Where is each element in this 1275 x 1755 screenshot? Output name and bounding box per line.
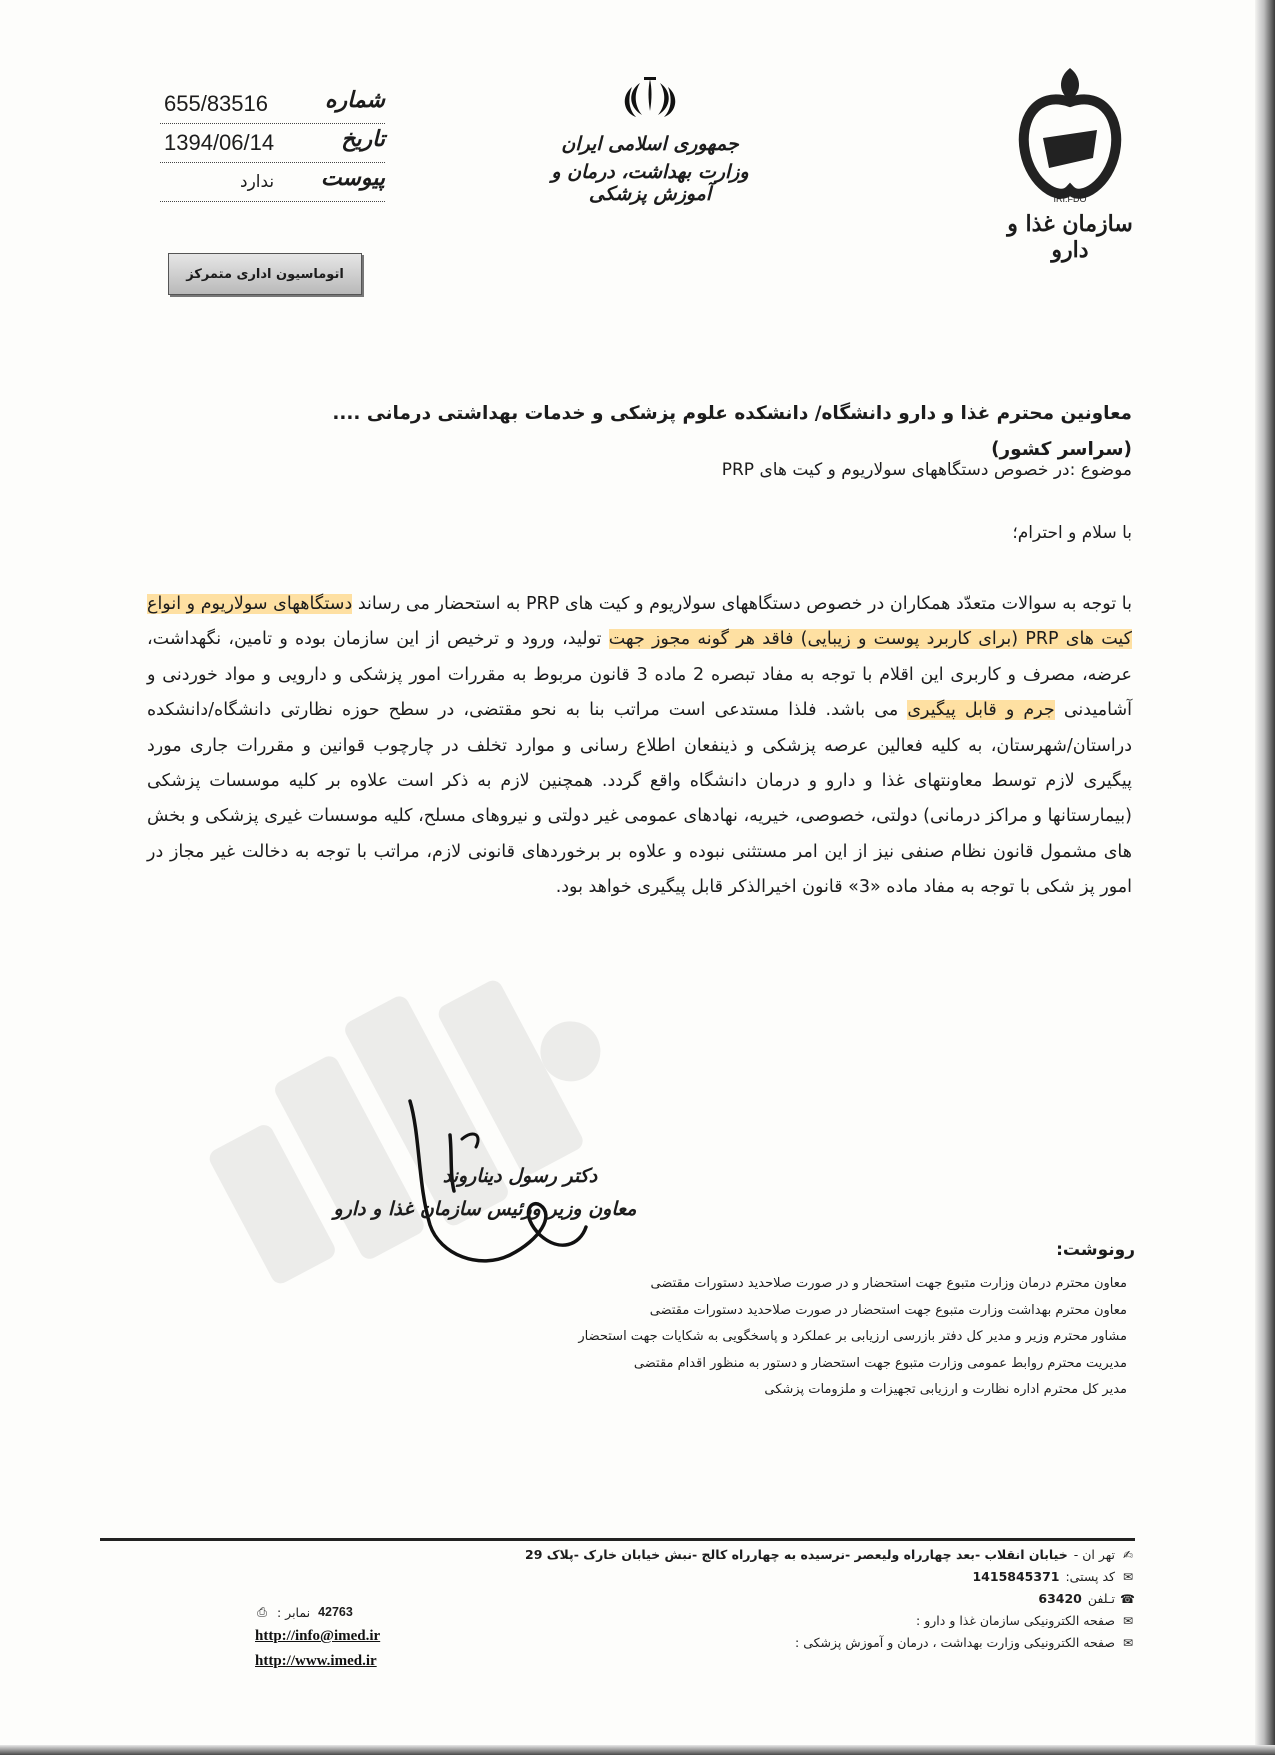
- fax-label: نمابر :: [277, 1605, 311, 1620]
- org-logo-block: [1000, 60, 1140, 263]
- ministry-web-label: صفحه الکترونیکی وزارت بهداشت ، درمان و آموزش پزشکی :: [795, 1635, 1115, 1650]
- subject-text: در خصوص دستگاههای سولاریوم و کیت های PRP: [721, 460, 1070, 480]
- signer-name: دکتر رسول دیناروند: [442, 1165, 598, 1187]
- number-row: [160, 85, 385, 124]
- attachment-row: [160, 163, 385, 202]
- number-label: شماره: [324, 87, 385, 113]
- postal-line: [435, 1566, 1135, 1588]
- emblem-icon: [622, 75, 678, 121]
- number-value: 655/83516: [164, 91, 268, 116]
- handwritten-signature: [390, 1095, 590, 1285]
- date-label: تاریخ: [341, 126, 385, 152]
- fax-icon: ⎙: [257, 1605, 267, 1619]
- fax-number: 42763: [318, 1605, 353, 1619]
- phone-label: تـلفن: [1087, 1591, 1115, 1606]
- body-part-3: می باشد. فلذا مستدعی است مراتب بنا به نحو مقتضی، در سطح حوزه نظارتی دانشگاه/دانشکده دراستان/شهرستان، به کلیه فعالین عرصه پزشکی و ذینفعان اطلاع رسانی و موارد تخلف در چارچوب قوانین و مقررات جاری مورد پیگیری لازم توسط معاونتهای غذا و دارو و درمان دانشگاه واقع گردد. همچنین لازم به ذکر است علاوه بر کلیه موسسات پزشکی (بیمارستانها و مراکز درمانی) دولتی، خصوصی، خیریه، نهادهای عمومی غیر دولتی و نیروهای مسلح، کلیه موسسات غیری پزشکی و بخش های مشمول قانون نظام صنفی نیز از این امر مستثنی نبوده و علاوه بر برخوردهای قانونی لازم، مراتب با توجه به دخالت غیر مجاز در امور پز شکی با توجه به مفاد ماده «3» قانون اخیرالذکر قابل پیگیری خواهد بود.: [147, 700, 1132, 898]
- org-caption: سازمان غذا و دارو: [1007, 211, 1133, 263]
- emblem-country: جمهوری اسلامی ایران: [561, 133, 739, 155]
- body-highlight-2: جرم و قابل پیگیری: [907, 700, 1055, 721]
- envelope-icon: ✉: [1122, 1636, 1134, 1650]
- emblem-block: [530, 75, 770, 205]
- postal-label: کد پستی:: [1065, 1569, 1115, 1584]
- subject-line: [252, 460, 1132, 480]
- address-text: خیابان انقلاب -بعد چهارراه ولیعصر -نرسیده به چهارراه کالج -نبش خیابان خارک -پلاک 29: [525, 1547, 1068, 1562]
- automation-stamp: اتوماسیون اداری متمرکز: [168, 253, 362, 295]
- footer-rule: [100, 1538, 1135, 1541]
- logo-text: IRI.FDO: [1053, 194, 1087, 204]
- pen-icon: ✍: [1122, 1548, 1134, 1562]
- signer-title: معاون وزیر ورئیس سازمان غذا و دارو: [333, 1198, 637, 1220]
- attachment-value: ندارد: [240, 172, 275, 192]
- body-part-1: با توجه به سوالات متعدّد همکاران در خصوص دستگاههای سولاریوم و کیت های PRP به استحضار می رساند: [352, 594, 1133, 614]
- attachment-label: پیوست: [320, 165, 385, 191]
- date-row: [160, 124, 385, 163]
- org-web-line: [435, 1610, 1135, 1632]
- address-line: [435, 1544, 1135, 1566]
- info-link[interactable]: http://info@imed.ir: [255, 1628, 381, 1644]
- footer-contact: [435, 1544, 1135, 1654]
- letter-meta: [160, 85, 385, 202]
- envelope-icon: ✉: [1122, 1614, 1134, 1628]
- greeting: با سلام و احترام؛: [1012, 523, 1132, 543]
- org-logo-icon: [1015, 60, 1125, 205]
- cc-list: [427, 1271, 1127, 1404]
- cc-heading: رونوشت:: [1056, 1240, 1135, 1260]
- fax-line: [255, 1605, 435, 1620]
- recipient: معاونین محترم غذا و دارو دانشگاه/ دانشکده علوم پزشکی و خدمات بهداشتی درمانی .... (سراسر کشور): [332, 403, 1132, 460]
- website-link[interactable]: http://www.imed.ir: [255, 1653, 377, 1669]
- phone-number: 63420: [1038, 1591, 1082, 1606]
- cc-item: مشاور محترم وزیر و مدیر کل دفتر بازرسی ارزیابی بر عملکرد و پاسخگویی به شکایات جهت استحضار: [578, 1329, 1127, 1344]
- emblem-ministry: وزارت بهداشت، درمان و آموزش پزشکی: [551, 161, 749, 205]
- date-value: 1394/06/14: [164, 130, 275, 155]
- phone-line: [435, 1588, 1135, 1610]
- scan-bottom-shadow: [0, 1745, 1275, 1755]
- body-part-2: تولید، ورود و ترخیص از این سازمان بوده و تامین، نگهداشت، عرضه، مصرف و کاربری این اقلام با توجه به مفاد تبصره 2 ماده 3 قانون مربوط به مقررات امور پزشکی و دارویی و مواد خوردنی و آشامیدنی: [147, 629, 1133, 721]
- address-label: تهر ان -: [1073, 1547, 1115, 1562]
- subject-label: موضوع :: [1069, 460, 1132, 480]
- mailbox-icon: ✉: [1122, 1570, 1134, 1584]
- cc-item: مدیر کل محترم اداره نظارت و ارزیابی تجهیزات و ملزومات پزشکی: [764, 1382, 1127, 1397]
- org-web-label: صفحه الکترونیکی سازمان غذا و دارو :: [916, 1613, 1115, 1628]
- phone-icon: ☎: [1120, 1592, 1135, 1606]
- cc-item: معاون محترم بهداشت وزارت متبوع جهت استحضار در صورت صلاحدید دستورات مقتضی: [649, 1302, 1127, 1318]
- cc-item: معاون محترم درمان وزارت متبوع جهت استحضار و در صورت صلاحدید دستورات مقتضی: [650, 1276, 1127, 1291]
- scan-edge-shadow: [1255, 0, 1275, 1755]
- body-highlight-1: دستگاههای سولاریوم و انواع کیت های PRP (برای کاربرد پوست و زیبایی) فاقد هر گونه مجوز جهت: [147, 594, 1133, 650]
- ministry-web-line: [435, 1632, 1135, 1654]
- cc-item: مدیریت محترم روابط عمومی وزارت متبوع جهت استحضار و دستور به منظور اقدام مقتضی: [633, 1355, 1127, 1371]
- postal-code: 1415845371: [972, 1569, 1060, 1584]
- letter-body: [147, 587, 1132, 906]
- footer-links: [255, 1605, 435, 1670]
